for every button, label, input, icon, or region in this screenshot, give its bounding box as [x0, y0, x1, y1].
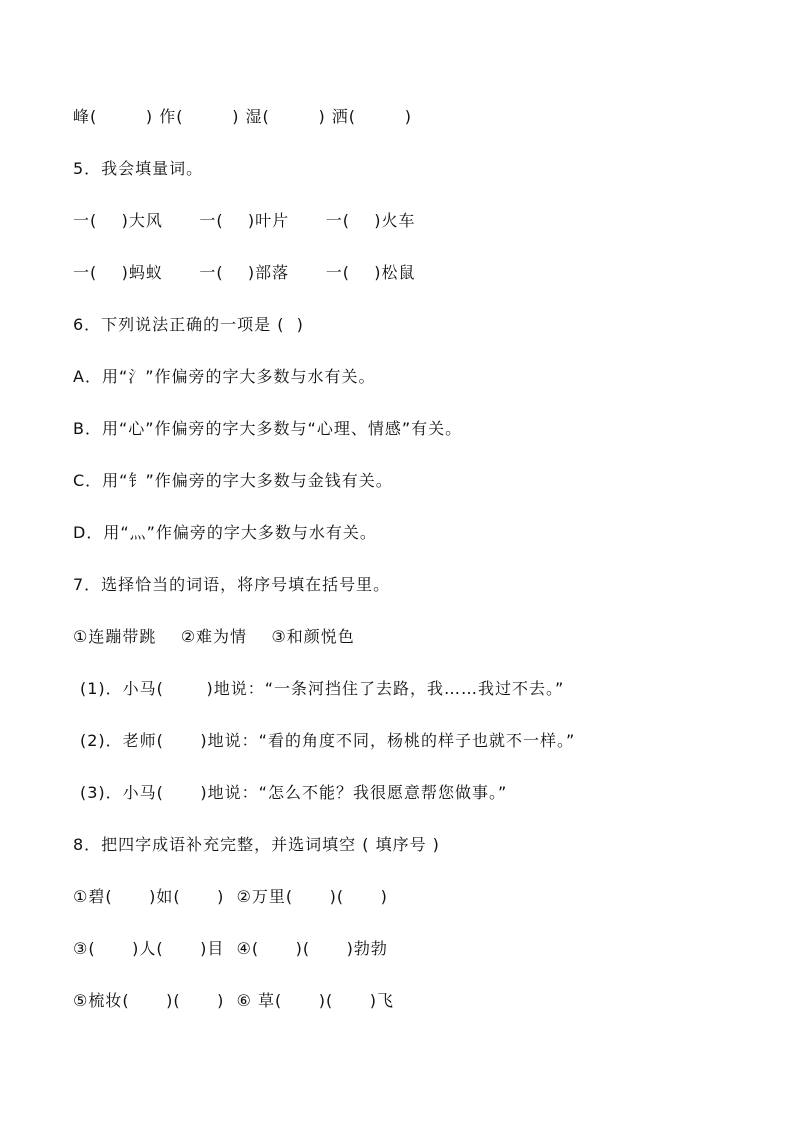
option-b: B．用“心”作偏旁的字大多数与“心理、情感”有关。	[73, 419, 463, 438]
sentence-3: (3)．小马( )地说：“怎么不能？我很愿意帮您做事。”	[80, 783, 508, 802]
question-7-title: 7．选择恰当的词语，将序号填在括号里。	[73, 575, 391, 594]
option-d: D．用“灬”作偏旁的字大多数与水有关。	[73, 523, 377, 542]
option-a: A．用“氵”作偏旁的字大多数与水有关。	[73, 367, 376, 386]
question-6-title: 6．下列说法正确的一项是 ( )	[73, 315, 304, 334]
idiom-row-3: ⑤梳妆( )( ) ⑥ 草( )( )飞	[73, 991, 394, 1010]
option-c: C．用“钅”作偏旁的字大多数与金钱有关。	[73, 471, 393, 490]
word-choices: ①连蹦带跳 ②难为情 ③和颜悦色	[73, 627, 355, 646]
measure-word-row-1: 一( )大风 一( )叶片 一( )火车	[73, 211, 416, 230]
question-8-title: 8．把四字成语补充完整，并选词填空 ( 填序号 )	[73, 835, 440, 854]
idiom-row-1: ①碧( )如( ) ②万里( )( )	[73, 887, 388, 906]
char-fill-line: 峰( ) 作( ) 湿( ) 洒( )	[73, 107, 412, 126]
idiom-row-2: ③( )人( )目 ④( )( )勃勃	[73, 939, 388, 958]
question-5-title: 5．我会填量词。	[73, 159, 204, 178]
measure-word-row-2: 一( )蚂蚁 一( )部落 一( )松鼠	[73, 263, 416, 282]
sentence-2: (2)．老师( )地说：“看的角度不同，杨桃的样子也就不一样。”	[80, 731, 576, 750]
sentence-1: (1)．小马( )地说：“一条河挡住了去路，我……我过不去。”	[80, 679, 565, 698]
